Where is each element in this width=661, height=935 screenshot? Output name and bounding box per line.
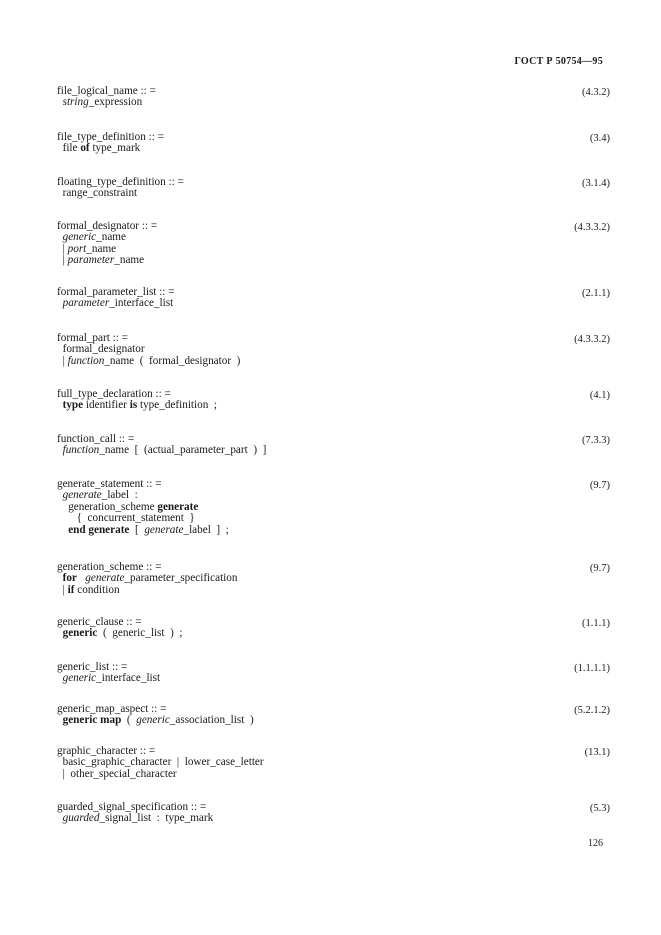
rule-text: _label : <box>101 489 138 502</box>
rule-text: _name <box>114 254 145 267</box>
section-reference: (9.7) <box>589 563 610 574</box>
rule-name: generation_scheme :: = <box>57 561 162 573</box>
italic-prefix: function <box>67 354 105 367</box>
rule-body-line <box>57 232 610 243</box>
rule-body-line <box>57 813 610 824</box>
rule-name: generic_clause :: = <box>57 616 142 628</box>
italic-prefix: parameter <box>67 254 115 267</box>
rule-body-line <box>57 585 610 596</box>
keyword: generic <box>62 627 98 640</box>
grammar-entry <box>57 746 610 780</box>
keyword: of <box>80 142 90 155</box>
section-reference: (4.3.3.2) <box>574 334 610 345</box>
section-reference: (2.1.1) <box>582 288 610 299</box>
rule-text: | <box>57 254 68 267</box>
rule-text: | <box>57 354 68 367</box>
rule-text: | other_special_character <box>57 767 177 780</box>
rule-text: formal_designator <box>57 343 145 356</box>
section-reference: (13.1) <box>584 747 610 758</box>
grammar-entry <box>57 704 610 727</box>
rule-text: type_definition ; <box>137 399 218 412</box>
rule-text: range_constraint <box>57 187 138 200</box>
rule-text: _parameter_specification <box>124 572 238 585</box>
grammar-entry <box>57 177 610 200</box>
rule-text: | <box>57 583 68 596</box>
rule-text: { concurrent_statement } <box>57 512 195 525</box>
rule-text: identifier <box>83 399 130 412</box>
rule-body-line <box>57 255 610 266</box>
keyword: generate <box>157 500 199 513</box>
rule-name: generic_map_aspect :: = <box>57 703 167 715</box>
grammar-entry <box>57 389 610 412</box>
section-reference: (7.3.3) <box>582 435 610 446</box>
rule-name: generic_list :: = <box>57 661 128 673</box>
rule-name: formal_designator :: = <box>57 220 158 232</box>
grammar-entry <box>57 434 610 457</box>
rule-text: type_mark <box>89 142 141 155</box>
rule-name: generate_statement :: = <box>57 478 162 490</box>
rule-body-line <box>57 445 610 456</box>
rule-body-line <box>57 573 610 584</box>
rule-body-line <box>57 188 610 199</box>
rule-text: _interface_list <box>96 672 161 685</box>
rule-text: [ <box>129 523 145 536</box>
grammar-entry <box>57 662 610 685</box>
rule-text: _name <box>86 242 117 255</box>
section-reference: (5.2.1.2) <box>574 705 610 716</box>
italic-prefix: string <box>62 96 89 109</box>
rule-text: condition <box>74 583 120 596</box>
rule-name: file_type_definition :: = <box>57 131 164 143</box>
rule-text: _expression <box>88 96 143 109</box>
italic-prefix: generic <box>136 714 170 727</box>
rule-body-line <box>57 525 610 536</box>
italic-prefix: generic <box>62 231 97 244</box>
section-reference: (4.3.3.2) <box>574 222 610 233</box>
grammar-entry <box>57 221 610 267</box>
page-number: 126 <box>588 838 603 849</box>
rule-name: floating_type_definition :: = <box>57 176 184 188</box>
rule-text: _association_list ) <box>169 714 254 727</box>
rule-text: generation_scheme <box>57 500 158 513</box>
rule-name: formal_parameter_list :: = <box>57 286 175 298</box>
italic-prefix: generate <box>85 572 125 585</box>
rule-name: guarded_signal_specification :: = <box>57 801 207 813</box>
rule-text: _name ( formal_designator ) <box>104 354 241 367</box>
rule-body-line <box>57 97 610 108</box>
rule-text: file <box>57 142 81 155</box>
rule-name: graphic_character :: = <box>57 745 156 757</box>
rule-text: | <box>57 242 68 255</box>
keyword: is <box>129 399 138 412</box>
grammar-entry <box>57 287 610 310</box>
grammar-entry <box>57 802 610 825</box>
section-reference: (3.1.4) <box>582 178 610 189</box>
italic-prefix: parameter <box>62 297 110 310</box>
keyword: type <box>62 399 84 412</box>
rule-name: full_type_declaration :: = <box>57 388 171 400</box>
section-reference: (4.3.2) <box>582 87 610 98</box>
rule-name: function_call :: = <box>57 433 135 445</box>
rule-text: _label ] ; <box>183 523 229 536</box>
rule-body-line <box>57 628 610 639</box>
keyword: end generate <box>68 523 130 536</box>
rule-name: file_logical_name :: = <box>57 85 156 97</box>
grammar-entry <box>57 562 610 596</box>
keyword: if <box>67 583 75 596</box>
rule-body-line <box>57 356 610 367</box>
rule-text: _name <box>96 231 126 244</box>
section-reference: (1.1.1) <box>582 618 610 629</box>
rule-text: basic_graphic_character | lower_case_letter <box>57 756 264 769</box>
grammar-entry <box>57 617 610 640</box>
section-reference: (4.1) <box>589 390 610 401</box>
rule-text: _name [ (actual_parameter_part ) ] <box>99 444 267 457</box>
grammar-entry <box>57 132 610 155</box>
section-reference: (5.3) <box>589 803 610 814</box>
document-header: ГОСТ Р 50754—95 <box>514 56 603 67</box>
italic-prefix: generic <box>62 672 97 685</box>
rule-body-line <box>57 769 610 780</box>
italic-prefix: generate <box>144 523 184 536</box>
grammar-entry <box>57 86 610 109</box>
italic-prefix: guarded <box>62 812 100 825</box>
keyword: for <box>62 572 77 585</box>
rule-text: _interface_list <box>109 297 174 310</box>
keyword: generic map <box>62 714 122 727</box>
rule-body-line <box>57 298 610 309</box>
italic-prefix: port <box>67 242 87 255</box>
rule-text <box>57 524 68 536</box>
rule-name: formal_part :: = <box>57 332 128 344</box>
rule-body-line <box>57 143 610 154</box>
rule-body-line <box>57 715 610 726</box>
rule-text: ( <box>121 714 137 727</box>
grammar-entry <box>57 479 610 536</box>
grammar-entry <box>57 333 610 367</box>
italic-prefix: function <box>62 444 100 457</box>
section-reference: (9.7) <box>589 480 610 491</box>
rule-body-line <box>57 400 610 411</box>
rule-text: _signal_list : type_mark <box>99 812 214 825</box>
section-reference: (3.4) <box>589 133 610 144</box>
rule-text: ( generic_list ) ; <box>97 627 183 640</box>
italic-prefix: generate <box>62 489 102 502</box>
section-reference: (1.1.1.1) <box>574 663 610 674</box>
rule-body-line <box>57 673 610 684</box>
